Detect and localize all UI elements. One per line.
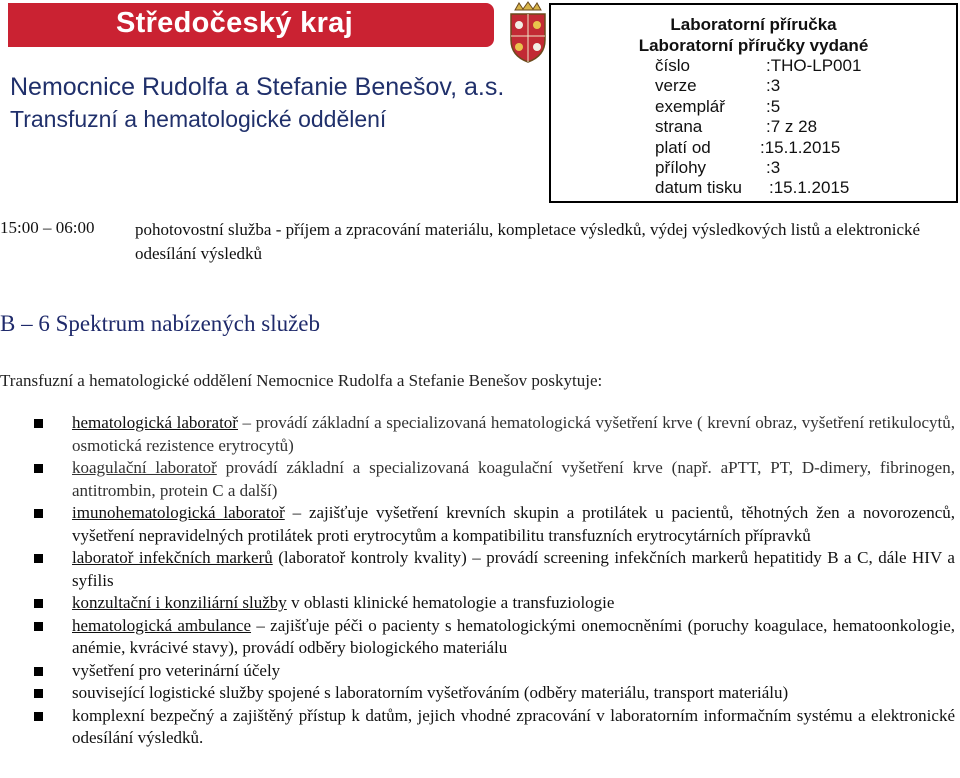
service-name: imunohematologická laboratoř <box>72 503 285 522</box>
info-row-version <box>655 76 781 96</box>
service-name: hematologická ambulance <box>72 615 252 635</box>
service-text: v oblasti klinické hematologie a transfuziologie <box>286 593 615 612</box>
bullet-icon <box>34 419 43 428</box>
region-crest-icon <box>505 0 551 64</box>
info-label: číslo <box>655 56 690 75</box>
info-label: přílohy <box>655 158 707 177</box>
info-row-print-date <box>655 178 850 198</box>
service-text: související logistické služby spojené s laboratorním vyšetřováním (odběry materiálu, transport materiálu) <box>72 683 789 702</box>
service-text: – zajišťuje vyšetření krevních skupin a protilátek u pacientů, těhotných žen a novorozenců, vyšetření nepravidelných protilátek proti erytrocytům a kompatibilitu transfuzních erytrocytárních přípravků <box>72 503 955 545</box>
bullet-icon <box>34 712 43 721</box>
info-label: strana <box>655 117 703 136</box>
service-name: koagulační laboratoř <box>72 458 217 477</box>
list-item <box>0 682 955 705</box>
service-text: provádí základní a specializovaná koagulační vyšetření krve (např. aPTT, PT, D-dimery, fibrinogen, antitrombin, protein C a další) <box>72 458 955 500</box>
region-banner-title: Středočeský kraj <box>116 7 353 39</box>
section-title: B – 6 Spektrum nabízených služeb <box>0 311 321 336</box>
info-subtitle: Laboratorní příručky vydané <box>638 36 869 55</box>
info-label: verze <box>655 76 697 95</box>
info-row-page <box>655 117 818 137</box>
list-item <box>0 412 955 457</box>
document-info-box <box>549 3 958 203</box>
list-item <box>0 615 955 660</box>
on-call-time: 15:00 – 06:00 <box>0 218 95 237</box>
list-item <box>0 457 955 502</box>
info-row-valid-from <box>655 138 841 158</box>
info-label: platí od <box>655 138 711 157</box>
list-item <box>0 705 955 750</box>
info-value: :3 <box>766 76 781 95</box>
service-name: laboratoř infekčních markerů <box>72 548 273 567</box>
service-name: konzultační i konziliární služby <box>72 593 287 612</box>
service-text: (laboratoř kontroly kvality) – provádí screening infekčních markerů hepatitidy B a C, dále HIV a syfilis <box>72 548 955 590</box>
service-name: hematologická laboratoř <box>72 413 238 432</box>
bullet-icon <box>34 667 43 676</box>
info-value: :5 <box>766 97 781 116</box>
info-label: datum tisku <box>655 178 742 197</box>
service-text: – zajišťuje péči o pacienty s hematologickými onemocněními (poruchy koagulace, hematoonkologie, anémie, kvrácivé stavy), provádí odběry biologického materiálu <box>72 615 955 657</box>
info-row-copy <box>655 97 781 117</box>
list-item <box>0 592 955 615</box>
service-text: – provádí základní a specializovaná hematologická vyšetření krve ( krevní obraz, vyšetření retikulocytů, osmotická rezistence erytrocytů) <box>72 413 956 455</box>
department-name: Transfuzní a hematologické oddělení <box>10 106 387 132</box>
info-row-attachments <box>655 158 781 178</box>
service-text: komplexní bezpečný a zajištěný přístup k datům, jejich vhodné zpracování v laboratorním informačním systému a elektronické odesílání výsledků. <box>72 705 955 747</box>
section-intro: Transfuzní a hematologické oddělení Nemocnice Rudolfa a Stefanie Benešov poskytuje: <box>0 371 603 390</box>
info-value: :THO-LP001 <box>766 56 862 75</box>
on-call-description: pohotovostní služba - příjem a zpracování materiálu, kompletace výsledků, výdej výsledkových listů a elektronické odesílání výsledků <box>135 220 921 263</box>
bullet-icon <box>34 554 43 563</box>
bullet-icon <box>34 599 43 608</box>
hospital-name: Nemocnice Rudolfa a Stefanie Benešov, a.s. <box>10 73 505 101</box>
info-value: :15.1.2015 <box>769 178 850 197</box>
service-text: vyšetření pro veterinární účely <box>72 660 281 680</box>
list-item <box>0 547 955 592</box>
info-title: Laboratorní příručka <box>670 15 837 34</box>
info-row-number <box>655 56 862 76</box>
info-value: :15.1.2015 <box>760 138 841 157</box>
services-list <box>0 412 955 750</box>
list-item <box>0 660 955 683</box>
list-item <box>0 502 955 547</box>
info-label: exemplář <box>655 97 725 116</box>
info-value: :3 <box>766 158 781 177</box>
bullet-icon <box>34 509 43 518</box>
region-banner <box>8 3 494 47</box>
bullet-icon <box>34 622 43 631</box>
bullet-icon <box>34 689 43 698</box>
document-header <box>0 0 960 205</box>
info-value: :7 z 28 <box>766 117 818 136</box>
bullet-icon <box>34 464 43 473</box>
